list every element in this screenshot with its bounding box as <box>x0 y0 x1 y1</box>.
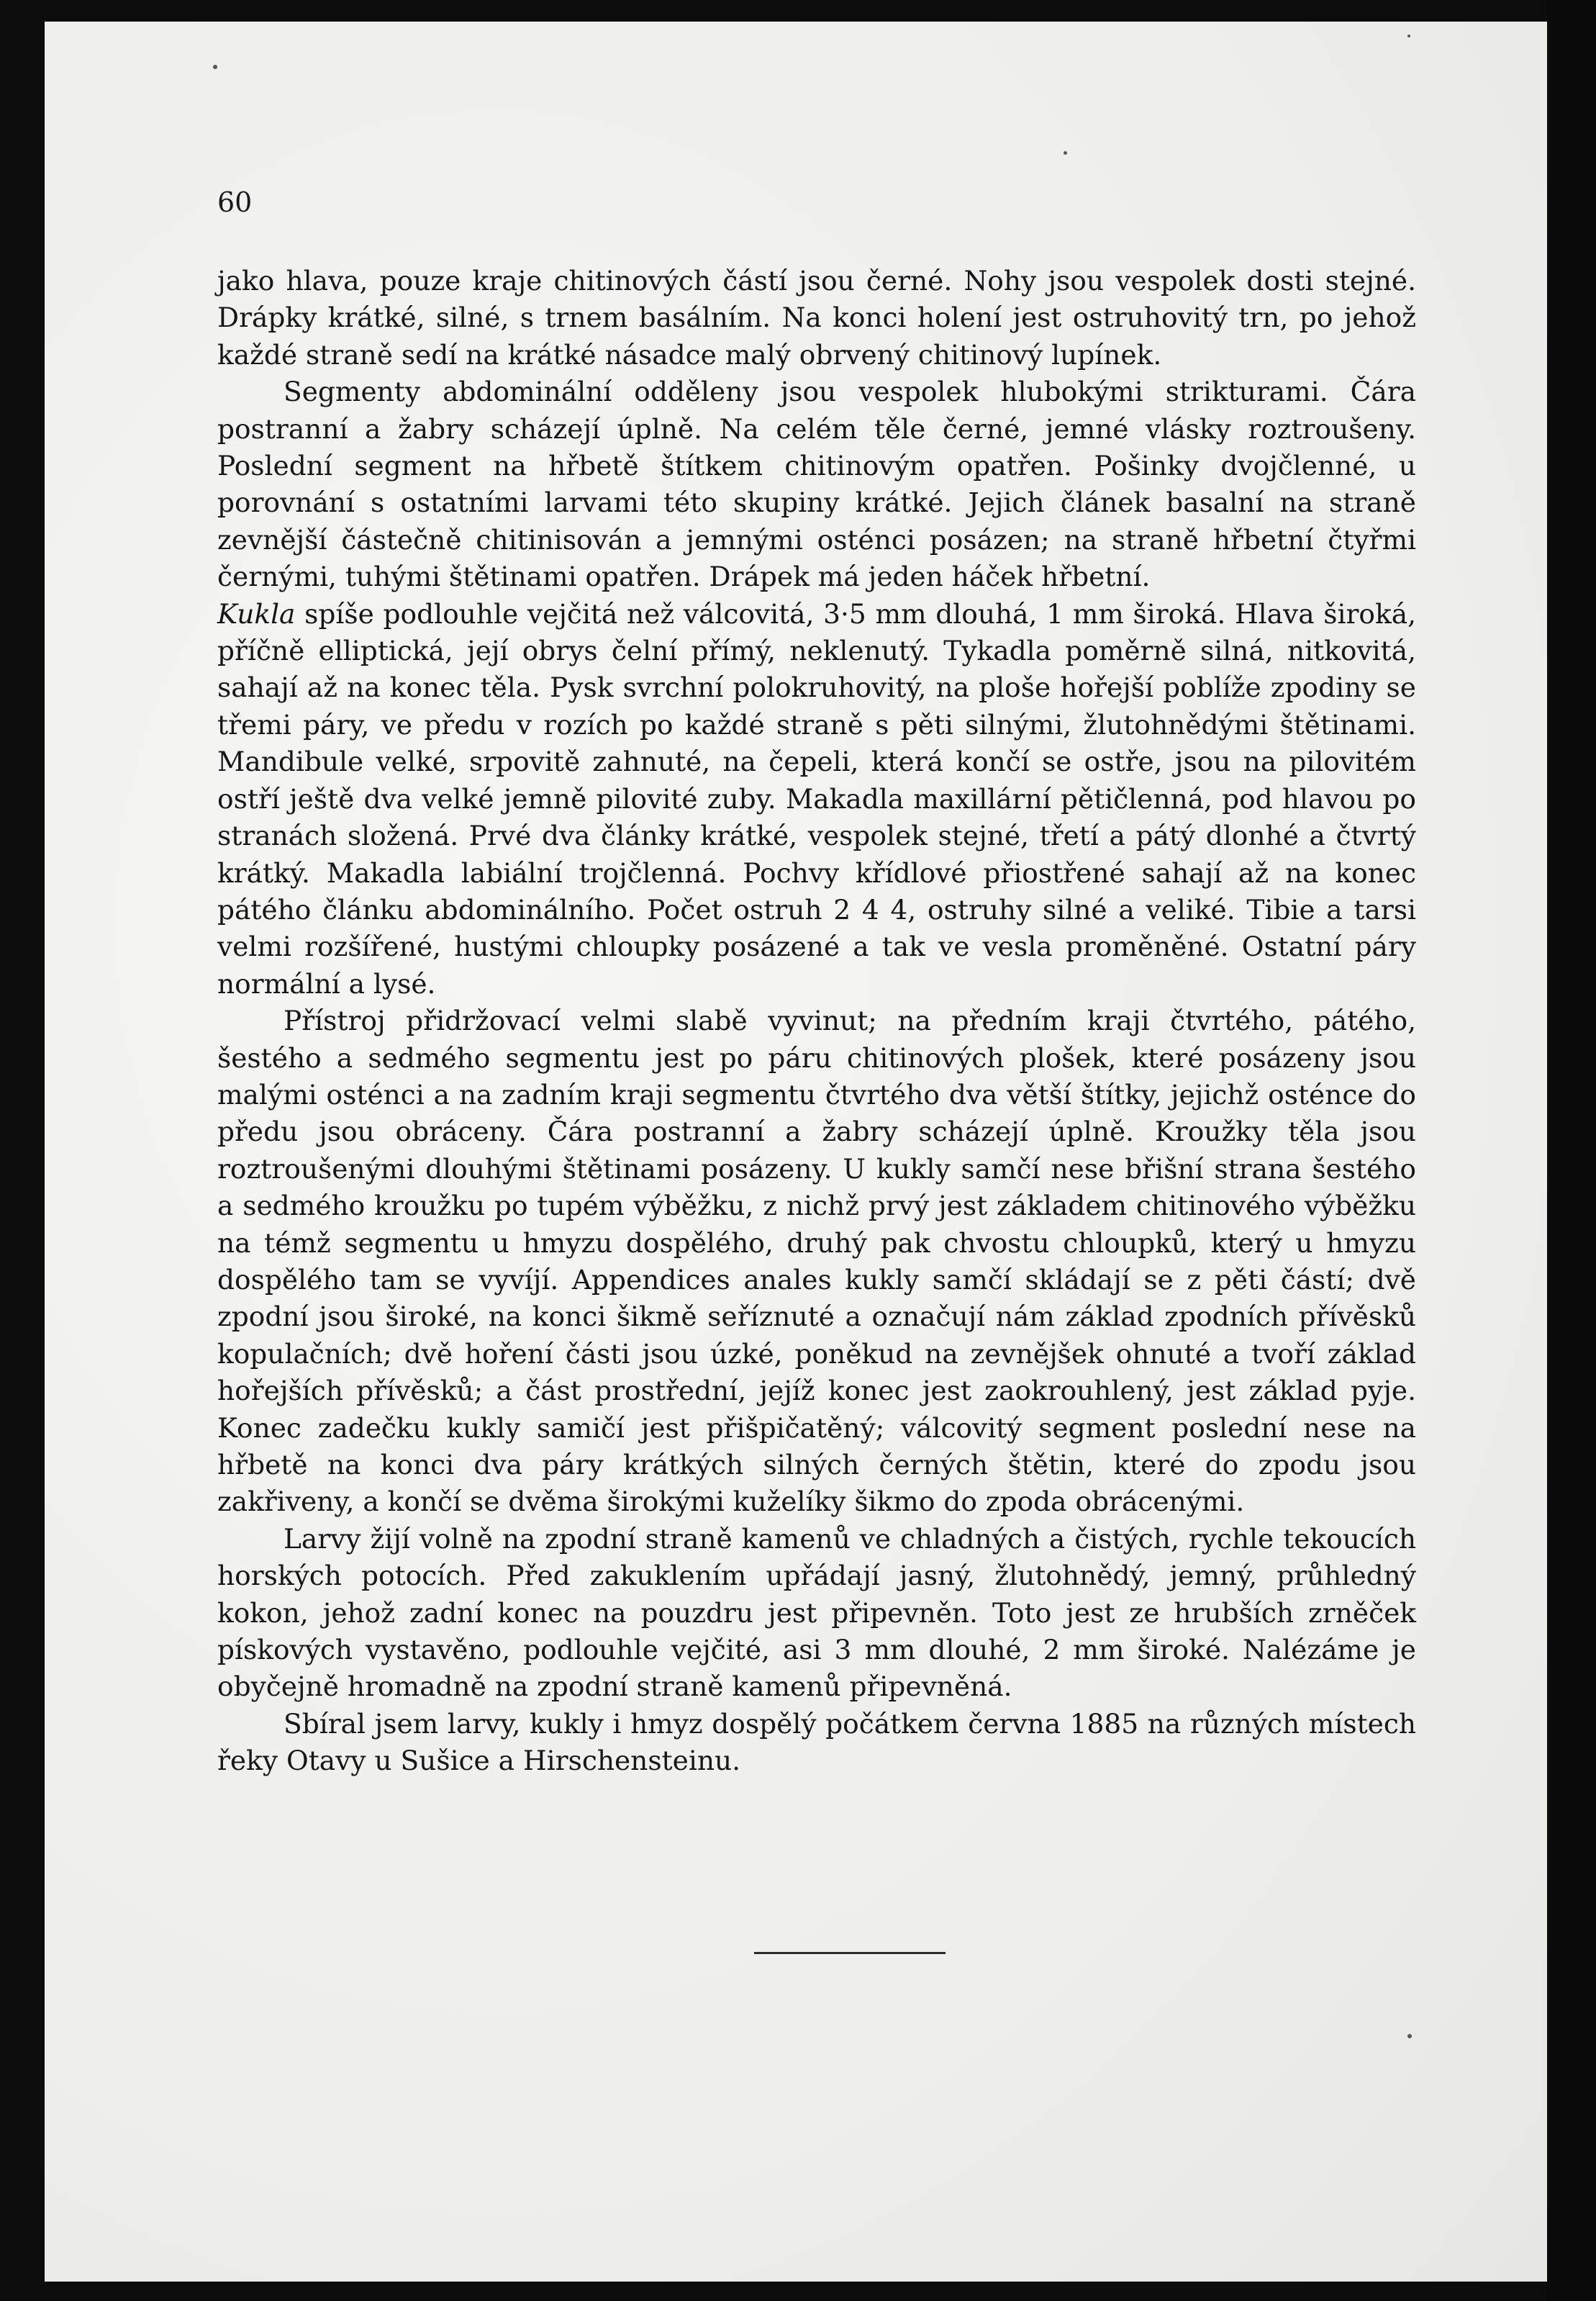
paragraph-3 <box>217 596 1416 1003</box>
scan-speck <box>1407 35 1410 37</box>
section-separator <box>754 1952 946 1954</box>
body-text <box>217 263 1416 1780</box>
page-number: 60 <box>217 186 253 218</box>
scan-border <box>1547 0 1596 2301</box>
scan-speck <box>1407 2034 1412 2038</box>
paragraph-4: Přístroj přidržovací velmi slabě vyvinut; na předním kraji čtvrtého, pátého, šestého a sedmého segmentu jest po páru chitinových plošek, které posázeny jsou malými osténci a na zadním kraji segmentu čtvrtého dva větší štítky, jejichž osténce do předu jsou obráceny. Čára postranní a žabry scházejí úplně. Kroužky těla jsou roztroušenými dlouhými štětinami posázeny. U kukly samčí nese břišní strana šestého a sedmého kroužku po tupém výběžku, z nichž prvý jest základem chitinového výběžku na témž segmentu u hmyzu dospělého, druhý pak chvostu chloupků, který u hmyzu dospělého tam se vyvíjí. Appendices anales kukly samčí skládají se z pěti částí; dvě zpodní jsou široké, na konci šikmě seříznuté a označují nám základ zpodních přívěsků kopulačních; dvě hoření části jsou úzké, poněkud na zevnějšek ohnuté a tvoří základ hořejších přívěsků; a část prostřední, jejíž konec jest zaokrouhlený, jest základ pyje. Konec zadečku kukly samičí jest přišpičatěný; válcovitý segment poslední nese na hřbetě na konci dva páry krátkých silných černých štětin, které do zpodu jsou zakřiveny, a končí se dvěma širokými kuželíky šikmo do zpoda obrácenými. <box>217 1005 1416 1518</box>
scan-speck <box>213 65 217 69</box>
paragraph-1: jako hlava, pouze kraje chitinových částí jsou černé. Nohy jsou vespolek dosti stejné. Drápky krátké, silné, s trnem basálním. Na konci holení jest ostruhovitý trn, po jehož každé straně sedí na krátké násadce malý obrvený chitinový lupínek. <box>217 265 1416 371</box>
paragraph-3-text: spíše podlouhle vejčitá než válcovitá, 3·5 mm dlouhá, 1 mm široká. Hlava široká, příčně elliptická, její obrys čelní přímý, neklenutý. Tykadla poměrně silná, nitkovitá, sahají až na konec těla. Pysk svrchní polokruhovitý, na ploše hořejší poblíže zpodiny se třemi páry, ve předu v rozích po každé straně s pěti silnými, žlutohnědými štětinami. Mandibule velké, srpovitě zahnuté, na čepeli, která končí se ostře, jsou na pilovitém ostří ještě dva velké jemně pilovité zuby. Makadla maxillární pětičlenná, pod hlavou po stranách složená. Prvé dva články krátké, vespolek stejné, třetí a pátý dlonhé a čtvrtý krátký. Makadla labiální trojčlenná. Pochvy křídlové přiostřené sahají až na konec pátého článku abdominálního. Počet ostruh 2 4 4, ostruhy silné a veliké. Tibie a tarsi velmi rozšířené, hustými chloupky posázené a tak ve vesla proměněné. Ostatní páry normální a lysé. <box>217 597 1416 1000</box>
paragraph-5: Larvy žijí volně na zpodní straně kamenů ve chladných a čistých, rychle tekoucích horských potocích. Před zakuklením upřádají jasný, žlutohnědý, jemný, průhledný kokon, jehož zadní konec na pouzdru jest připevněn. Toto jest ze hrubších zrněček pískových vystavěno, podlouhle vejčité, asi 3 mm dlouhé, 2 mm široké. Nalézáme je obyčejně hromadně na zpodní straně kamenů připevněná. <box>217 1522 1416 1703</box>
paragraph-3-lead: Kukla <box>217 597 296 630</box>
scan-speck <box>1064 151 1067 155</box>
paragraph-6: Sbíral jsem larvy, kukly i hmyz dospělý počátkem června 1885 na různých místech řeky Otavy u Sušice a Hirschensteinu. <box>217 1707 1416 1777</box>
paragraph-2: Segmenty abdominální odděleny jsou vespolek hlubokými strikturami. Čára postranní a žabry scházejí úplně. Na celém těle černé, jemné vlásky roztroušeny. Poslední segment na hřbetě štítkem chitinovým opatřen. Pošinky dvojčlenné, u porovnání s ostatními larvami této skupiny krátké. Jejich článek basalní na straně zevnější částečně chitinisován a jemnými osténci posázen; na straně hřbetní čtyřmi černými, tuhými štětinami opatřen. Drápek má jeden háček hřbetní. <box>217 376 1416 593</box>
